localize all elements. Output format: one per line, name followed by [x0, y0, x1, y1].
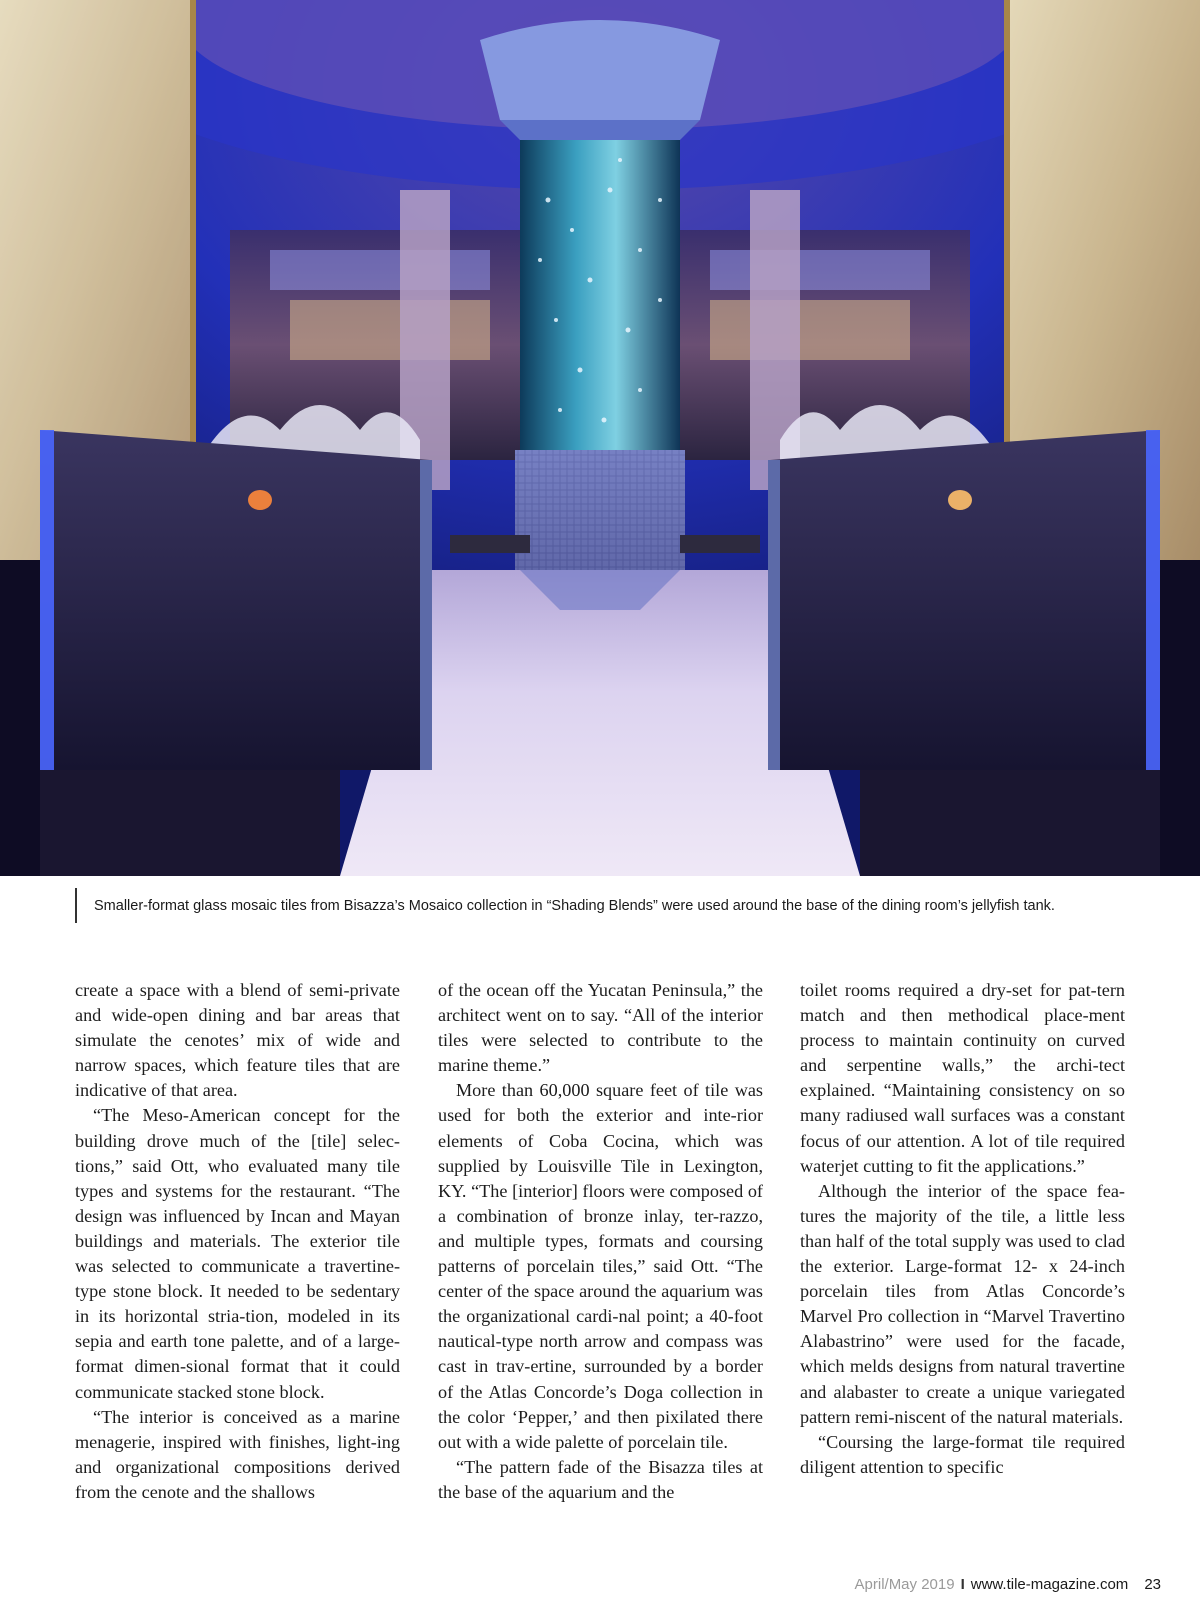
paragraph: “The pattern fade of the Bisazza tiles at the base of the aquarium and the — [438, 1456, 763, 1502]
issue-date: April/May 2019 — [854, 1576, 955, 1593]
paragraph: “The interior is conceived as a marine menagerie, inspired with finishes, light-ing and organizational compositions derived from the cenote and the shallows — [75, 1406, 400, 1502]
paragraph: “Coursing the large-format tile required diligent attention to specific — [800, 1431, 1125, 1477]
caption-text: Smaller-format glass mosaic tiles from Bisazza’s Mosaico collection in “Shading Blends” were used around the base of the dining room’s jellyfish tank. — [94, 897, 1055, 914]
paragraph: More than 60,000 square feet of tile was used for both the exterior and inte-rior elements of Coba Cocina, which was supplied by Louisville Tile in Lexington, KY. “The [interior] floors were composed of a combination of bronze inlay, ter-razzo, and multiple types, formats and coursing patterns of porcelain tiles,” said Ott. “The center of the space around the aquarium was the organizational cardi-nal point; a 40-foot nautical-type north arrow and compass was cast in trav-ertine, surrounded by a border of the Atlas Concorde’s Doga collection in the color ‘Pepper,’ and then pixilated there out with a wide palette of porcelain tile. — [438, 1080, 763, 1452]
paragraph: create a space with a blend of semi-private and wide-open dining and bar areas that simulate the cenotes’ mix of wide and narrow spaces, which feature tiles that are indicative of that area. — [75, 980, 400, 1101]
page-footer — [855, 1576, 1161, 1593]
paragraph: of the ocean off the Yucatan Peninsula,” the architect went on to say. “All of the interior tiles were selected to contribute to the marine theme.” — [438, 980, 763, 1076]
website-link[interactable]: www.tile-magazine.com — [970, 1576, 1129, 1593]
paragraph: “The Meso-American concept for the building drove much of the [tile] selec-tions,” said Ott, who evaluated many tile types and systems for the restaurant. “The design was influenced by Incan and Mayan buildings and materials. The exterior tile was selected to communicate a travertine-type stone block. It needed to be sedentary in its horizontal stria-tion, modeled in its sepia and earth tone palette, and of a large-format dimen-sional format that it could communicate stacked stone block. — [75, 1105, 400, 1402]
paragraph: toilet rooms required a dry-set for pat-tern match and then methodical place-ment process to maintain continuity on curved and serpentine walls,” the archi-tect explained. “Maintaining consistency on so many radiused wall surfaces was a constant focus of our attention. A lot of tile required waterjet cutting to fit the applications.” — [800, 980, 1125, 1176]
photo-caption — [75, 888, 1125, 923]
article-column-1 — [75, 978, 400, 1505]
footer-separator: I — [960, 1576, 965, 1593]
article-column-2 — [438, 978, 763, 1505]
page-number: 23 — [1144, 1576, 1161, 1593]
article-column-3 — [800, 978, 1125, 1480]
paragraph: Although the interior of the space fea-tures the majority of the tile, a little less than half of the total supply was used to clad the exterior. Large-format 12- x 24-inch porcelain tiles from Atlas Concorde’s Marvel Pro collection in “Marvel Travertino Alabastrino” were used for the facade, which melds designs from natural travertine and alabaster to create a unique variegated pattern remi-niscent of the natural materials. — [800, 1180, 1125, 1427]
article-body — [75, 978, 1125, 1518]
